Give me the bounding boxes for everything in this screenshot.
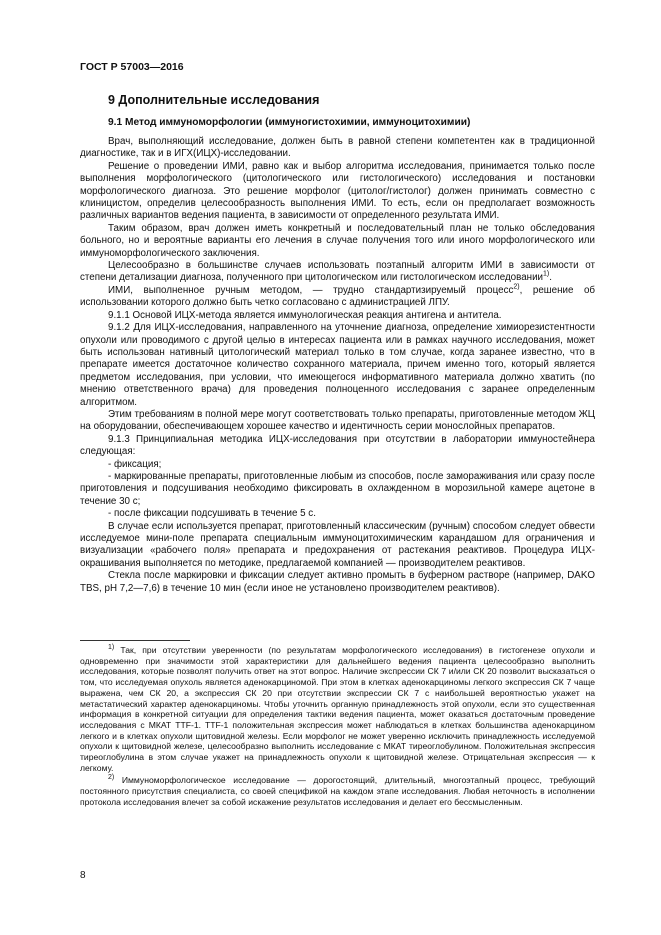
paragraph: Стекла после маркировки и фиксации следует активно промыть в буферном растворе (например, DAKO TBS, pH 7,2—7,6) в течение 10 мин (если иное не установлено производителем реактивов). (80, 570, 595, 594)
footnote-marker: 2) (108, 774, 115, 782)
subsection-title: 9.1 Метод иммуноморфологии (иммуногистохимии, иммуноцитохимии) (108, 117, 471, 128)
list-item: - маркированные препараты, приготовленные любым из способов, после замораживания или сразу после приготовления и подсушивания необходимо фиксировать в охлажденном в морозильной камере ацетоне в течение 30 с; (80, 470, 595, 507)
footnote-marker: 1) (108, 644, 115, 652)
body-text (80, 136, 595, 595)
paragraph: Этим требованиям в полной мере могут соответствовать только препараты, приготовленные методом ЖЦ на оборудовании, обеспечивающем хорошее качество и идентичность серии монослойных препаратов. (80, 408, 595, 433)
section-title: 9 Дополнительные исследования (108, 93, 320, 107)
paragraph-text: Целесообразно в большинстве случаев использовать поэтапный алгоритм ИМИ в зависимости от степени детализации диагноза, полученного при цитологическом или гистологическом исследовании (80, 260, 595, 284)
footnote-ref[interactable]: 1) (543, 271, 550, 279)
paragraph: Целесообразно в большинстве случаев использовать поэтапный алгоритм ИМИ в зависимости от степени детализации диагноза, полученного при цитологическом или гистологическом исследовании$^{1)}$. (80, 260, 595, 284)
footnote-ref[interactable]: 2) (513, 283, 520, 291)
page-body (80, 92, 595, 595)
paragraph: Решение о проведении ИМИ, равно как и выбор алгоритма исследования, принимается только после выполнения морфологического (цитологического или гистологического) исследования и постановки морфологического диагноза. Это решение морфолог (цитолог/гистолог) должен принимать совместно с клиницистом, определив целесообразность выполнения ИМИ. То есть, если он предполагает возможность различных вариантов ведения пациента, в зависимости от определенного результата ИМИ. (80, 160, 595, 222)
paragraph-text: ИМИ, выполненное ручным методом, — трудно стандартизируемый процесс (108, 284, 514, 296)
document-header: ГОСТ Р 57003—2016 (80, 61, 184, 73)
page-number: 8 (80, 870, 86, 881)
footnote-divider (80, 640, 190, 641)
list-item: - фиксация; (108, 458, 162, 470)
footnote-text: Так, при отсутствии уверенности (по результатам морфологического исследования) в гистогенезе опухоли и одновременно при значимости этой характеристики для дальнейшего ведения пациента целесообразно выполнить исследования, которые позволят получить ответ на этот вопрос. Наличие экспрессии СК 7 и/или СК 20 позволит высказаться о том, что исследуемая опухоль является аденокарциномой. При этом в клетках аденокарциномы легкого экспрессия СК 7 чаще выражена, чем СК 20, а экспрессия СК 20 при отсутствии экспрессии СК 7 с наибольшей вероятностью укажет на метастатический характер аденокарциномы. Чтобы уточнить органную принадлежность этой опухоли, если это существенная информация в конкретной ситуации для определения тактики ведения пациента, может оказаться достаточным проведение исследования с МКАТ TTF-1. TTF-1 положительная экспрессия может наблюдаться в клетках большинства аденокарцином легкого и в клетках опухоли щитовидной железы. Если морфолог не может уверенно исключить принадлежность исследуемой опухоли к щитовидной железе, целесообразно выполнить исследование с МКАТ тиреоглобулином. Положительная экспрессия тиреоглобулина в этом случае укажет на принадлежность опухоли к щитовидной железе. Отрицательная экспрессия — к легкому. (80, 645, 595, 773)
paragraph: 9.1.2 Для ИЦХ-исследования, направленного на уточнение диагноза, определение химиорезистентности опухоли или проводимого с другой целью в интересах пациента или в рамках научного исследования, может быть использован нативный цитологический материал только в том случае, когда заранее известно, что в препарате имеется достаточное количество сохранного материала, причем именно того, который является предметом исследования, при условии, что имеющегося информативного материала должно хватить (по мнению ответственного врача) для проведения полноценного исследования с заранее определенным алгоритмом. (80, 322, 595, 408)
paragraph: Таким образом, врач должен иметь конкретный и последовательный план не только обследования больного, но и вероятные варианты его лечения в случае получения того или иного морфологического или иммуноморфологического заключения. (80, 222, 595, 259)
footnote (80, 645, 595, 773)
list-item: - после фиксации подсушивать в течение 5 с. (108, 508, 316, 520)
footnote (80, 775, 595, 807)
paragraph-text: , решение об использовании которого должно быть четко согласовано с администрацией ЛПУ. (80, 284, 596, 309)
paragraph: 9.1.1 Основой ИЦХ-метода является иммунологическая реакция антигена и антитела. (108, 309, 502, 321)
paragraph: 9.1.3 Принципиальная методика ИЦХ-исследования при отсутствии в лаборатории иммуностейнера следующая: (80, 433, 595, 458)
paragraph: Врач, выполняющий исследование, должен быть в равной степени компетентен как в традиционной диагностике, так и в ИГХ(ИЦХ)-исследовании. (80, 136, 595, 160)
paragraph (80, 285, 595, 310)
paragraph: В случае если используется препарат, приготовленный классическим (ручным) способом следует обвести исследуемое мини-поле препарата специальным иммуноцитохимическим карандашом для ограничения и визуализации «рабочего поля» препарата и предохранения от растекания реактивов. Процедура ИЦХ-окрашивания выполняется по методике, предлагаемой компанией — производителем реактивов. (80, 520, 595, 569)
footnote-text: Иммуноморфологическое исследование — дорогостоящий, длительный, многоэтапный процесс, требующий постоянного присутствия специалиста, со своей спецификой на каждом этапе исследования. Любая неточность в исполнении протокола исследования влечет за собой искажение результатов исследования и делает его бессмысленным. (80, 775, 595, 807)
footnotes (80, 645, 595, 808)
